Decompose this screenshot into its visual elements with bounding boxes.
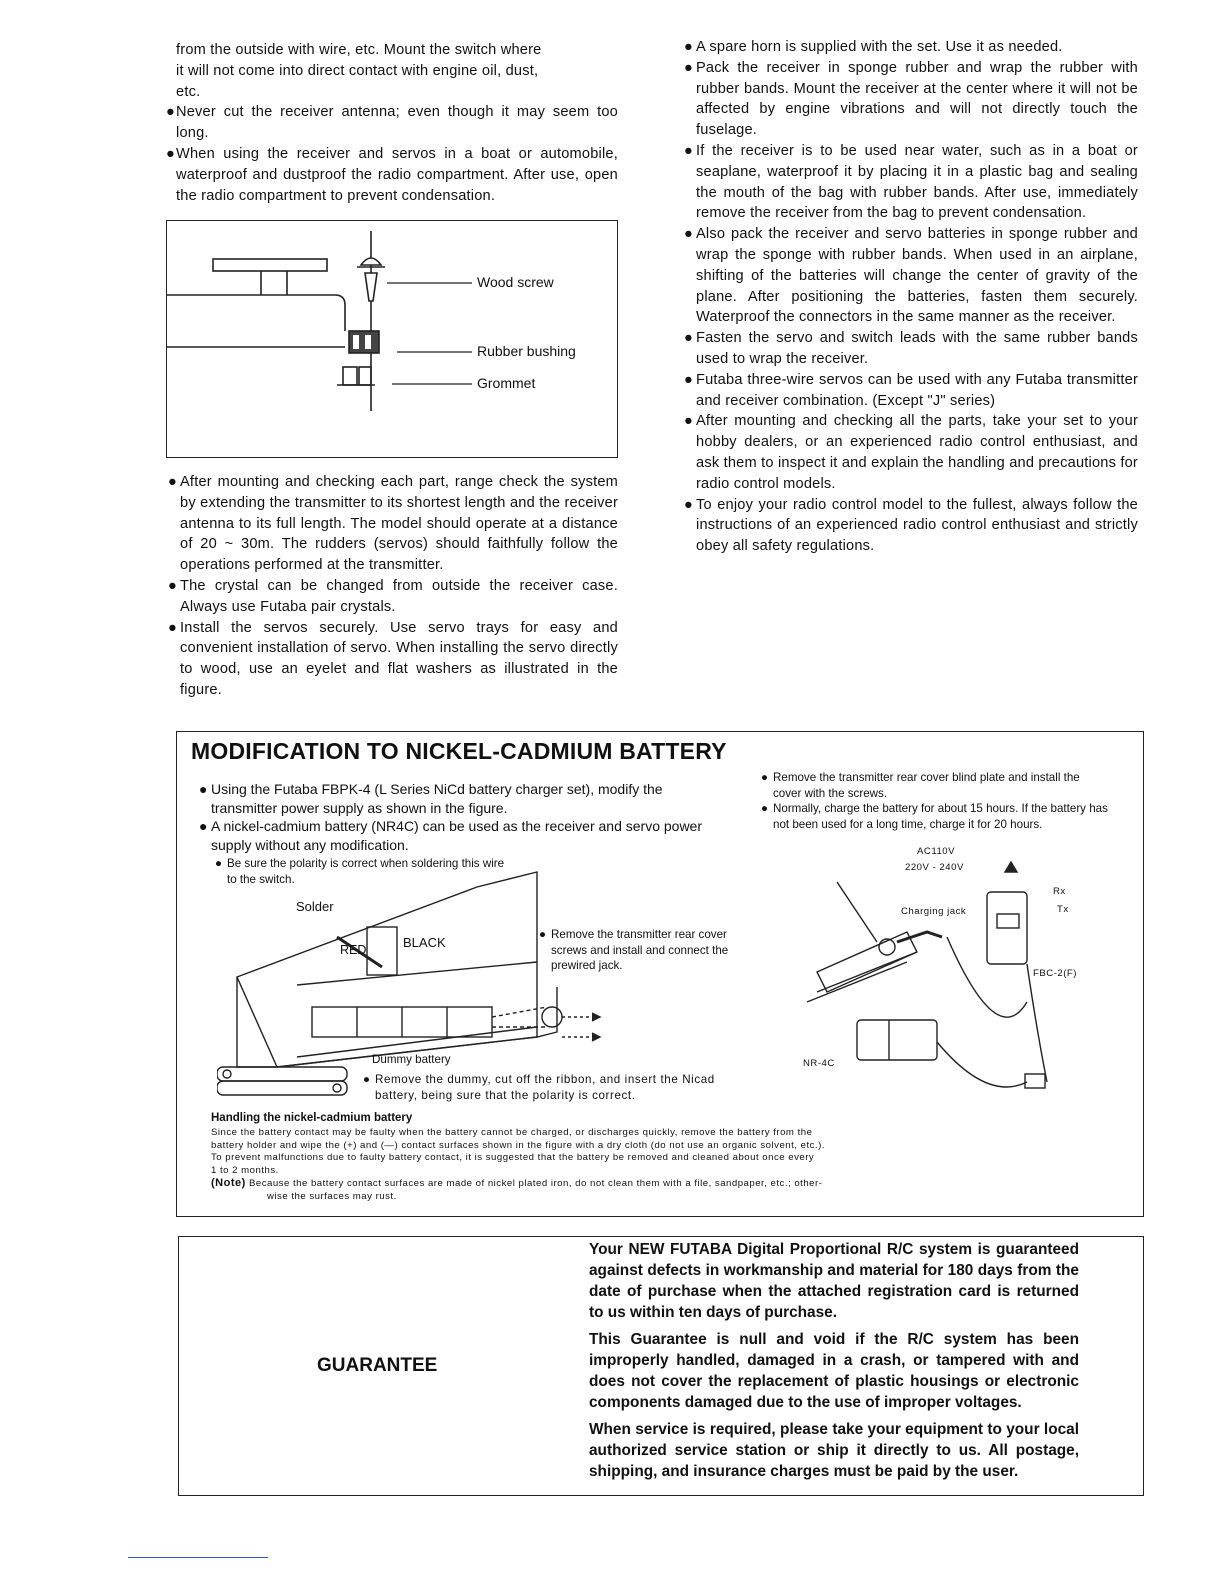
nicad-right-bullet: ● Remove the transmitter rear cover blind plate and install the cover with the screws. (761, 771, 1080, 800)
left-bullet: ● Install the servos securely. Use servo trays for easy and convenient installation of servo. When installing the servo directly to wood, use an eyelet and flat washers as illustrated in the figure. (168, 619, 618, 698)
bullet-dot: ● (363, 1073, 371, 1086)
label-wood-screw: Wood screw (477, 274, 554, 290)
guarantee-heading: GUARANTEE (317, 1355, 438, 1376)
guarantee-paragraph: This Guarantee is null and void if the R/C system has been improperly handled, damaged in a crash, or tampered with and does not cover the replacement of plastic housings or electronic components damaged due to the use of improper voltages. (589, 1331, 1079, 1411)
right-bullet: ● Pack the receiver in sponge rubber and wrap the rubber with rubber bands. Mount the receiver at the center where it will not be affected by engine vibrations and will not directly touch the fuselage. (684, 59, 1138, 139)
left-bullet: ● The crystal can be changed from outside the receiver case. Always use Futaba pair crystals. (168, 577, 618, 615)
intro-line: it will not come into direct contact with engine oil, dust, (176, 62, 539, 79)
nicad-right-text (761, 770, 1111, 832)
mount-figure (166, 220, 618, 458)
bullet-dot: ● (684, 496, 694, 513)
bullet-dot: ● (684, 413, 694, 430)
left-column-bottom (168, 472, 618, 701)
left-bullet: ● After mounting and checking each part, range check the system by extending the transmitter to its shortest length and the receiver antenna to its full length. The model should operate at a distance of 20 ~ 30m. The rudders (servos) should faithfully follow the operations performed at the transmitter. (168, 474, 618, 574)
nicad-section (176, 731, 1144, 1217)
bullet-dot: ● (166, 104, 176, 121)
bullet-dot: ● (761, 771, 769, 784)
guarantee-body (589, 1239, 1079, 1482)
right-bullet: ● After mounting and checking all the parts, take your set to your hobby dealers, or an experienced radio control enthusiast, and ask them to inspect it and explain the handling and precautions for radio control models. (684, 413, 1138, 492)
left-bullet: ● Never cut the receiver antenna; even though it may seem too long. (166, 104, 618, 142)
nicad-bullet: ● Using the Futaba FBPK-4 (L Series NiCd battery charger set), modify the transmitter power supply as shown in the figure. (199, 781, 663, 816)
right-bullet: ● Fasten the servo and switch leads with the same rubber bands used to wrap the receiver. (684, 330, 1138, 367)
guarantee-section (178, 1236, 1144, 1496)
nicad-right-bullet: ● Normally, charge the battery for about 15 hours. If the battery has not been used for a long time, charge it for 20 hours. (761, 802, 1108, 831)
handling-line: 1 to 2 months. (211, 1164, 279, 1176)
note-line: (Note) Because the battery contact surfaces are made of nickel plated iron, do not clean them with a file, sandpaper, etc.; other- (211, 1177, 823, 1189)
label-nr4c: NR-4C (803, 1058, 835, 1069)
label-ac220v: 220V - 240V (905, 862, 964, 873)
handling-line: Since the battery contact may be faulty when the battery cannot be charged, or discharges quickly, remove the battery from the (211, 1127, 813, 1138)
handling-line: To prevent malfunctions due to faulty battery contact, it is suggested that the battery be removed and cleaned about once every (211, 1152, 815, 1163)
bullet-dot: ● (215, 857, 223, 870)
bullet-dot: ● (539, 928, 547, 941)
label-rx: Rx (1053, 886, 1066, 897)
intro-line: etc. (176, 83, 201, 100)
label-solder: Solder (296, 899, 334, 914)
nicad-bullet: ● A nickel-cadmium battery (NR4C) can be used as the receiver and servo power supply without any modification. (199, 818, 702, 853)
bullet-dot: ● (168, 619, 178, 636)
right-bullet: ● Futaba three-wire servos can be used with any Futaba transmitter and receiver combination. (Except "J" series) (684, 371, 1138, 409)
bullet-dot: ● (684, 226, 694, 243)
mount-diagram (167, 221, 617, 457)
guarantee-paragraph: When service is required, please take your equipment to your local authorized service station or ship it directly to us. All postage, shipping, and insurance charges must be paid by the user. (589, 1421, 1079, 1480)
right-bullet: ● Also pack the receiver and servo batteries in sponge rubber and wrap the sponge with rubber bands. When used in an airplane, shifting of the batteries will change the center of gravity of the plane. After positioning the batteries, fasten them securely. Waterproof the connectors in the same manner as the receiver. (684, 226, 1138, 326)
label-fbc2: FBC-2(F) (1033, 968, 1077, 979)
nr4c-battery (857, 1020, 937, 1060)
label-grommet: Grommet (477, 375, 536, 391)
bullet-dot: ● (761, 802, 769, 815)
label-rubber-bushing: Rubber bushing (477, 343, 576, 359)
bullet-dot: ● (168, 577, 178, 594)
bullet-dot: ● (199, 818, 208, 834)
handling-text (211, 1127, 1131, 1203)
bullet-dot: ● (684, 39, 694, 55)
label-ac110v: AC110V (917, 846, 956, 857)
servo-top-plate (213, 259, 327, 271)
bullet-dot: ● (684, 142, 694, 159)
right-bullet: ● To enjoy your radio control model to the fullest, always follow the instructions of an experienced radio control enthusiast and strictly obey all safety regulations. (684, 496, 1138, 555)
nicad-left-text (199, 780, 705, 854)
note-label: (Note) (211, 1177, 246, 1189)
bottom-rule (128, 1557, 268, 1558)
nicad-title: MODIFICATION TO NICKEL-CADMIUM BATTERY (191, 738, 727, 764)
note-line: wise the surfaces may rust. (267, 1190, 397, 1202)
handling-line: battery holder and wipe the (+) and (—) contact surfaces shown in the figure with a dry cloth (do not use an organic solvent, etc.). (211, 1139, 825, 1151)
right-bullet: ● If the receiver is to be used near water, such as in a boat or seaplane, waterproof it by placing it in a plastic bag and sealing the mouth of the bag with rubber bands. After use, immediately remove the receiver from the bag to prevent condensation. (684, 142, 1138, 222)
bullet-dot: ● (684, 371, 694, 388)
label-charging-jack: Charging jack (901, 906, 967, 917)
handling-title: Handling the nickel-cadmium battery (211, 1112, 413, 1124)
bullet-dot: ● (684, 330, 694, 347)
bullet-dot: ● (166, 145, 176, 162)
label-black: BLACK (403, 935, 446, 950)
left-column-top (166, 40, 618, 206)
right-bullet: ● A spare horn is supplied with the set. Use it as needed. (684, 37, 1138, 58)
left-bullet: ● When using the receiver and servos in a boat or automobile, waterproof and dustproof the radio compartment. After use, open the radio compartment to prevent condensation. (166, 145, 618, 204)
polarity-note: ● Be sure the polarity is correct when soldering this wire to the switch. (215, 857, 505, 886)
remove-dummy-note: ● Remove the dummy, cut off the ribbon, and insert the Nicad battery, being sure that the polarity is correct. (363, 1073, 715, 1102)
bullet-dot: ● (684, 59, 694, 76)
remove-screws-note: ● Remove the transmitter rear cover screws and install and connect the prewired jack. (539, 928, 729, 972)
right-column (684, 37, 1138, 557)
label-red: RED (340, 943, 367, 957)
bullet-dot: ● (199, 781, 208, 797)
label-tx: Tx (1057, 904, 1069, 915)
bullet-dot: ● (168, 474, 178, 490)
guarantee-paragraph: Your NEW FUTABA Digital Proportional R/C system is guaranteed against defects in workmanship and material for 180 days from the date of purchase when the attached registration card is returned to us within ten days of purchase. (589, 1241, 1079, 1321)
intro-line: from the outside with wire, etc. Mount the switch where (176, 42, 542, 58)
label-dummy-battery: Dummy battery (372, 1053, 451, 1066)
